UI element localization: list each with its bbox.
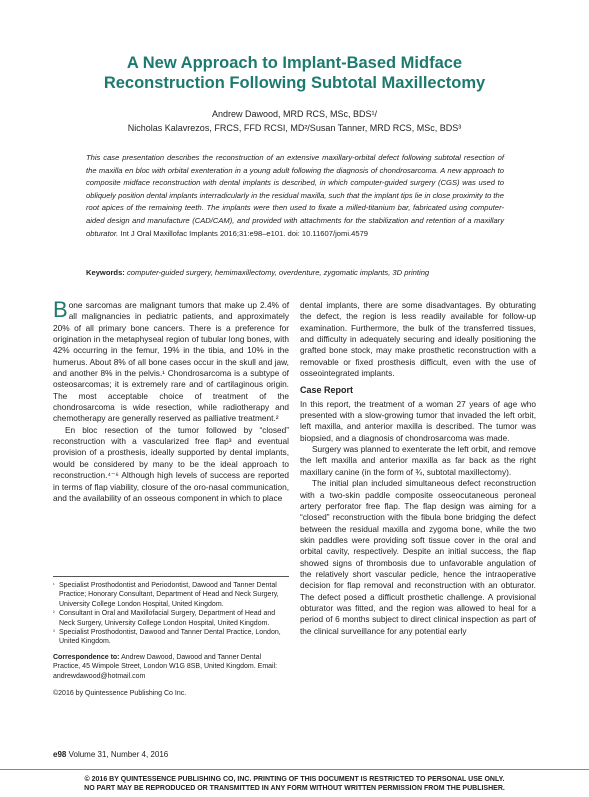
abstract-citation: Int J Oral Maxillofac Implants 2016;31:e98–e101. doi: 10.11607/jomi.4579: [120, 228, 369, 238]
authors-line-1: Andrew Dawood, MRD RCS, MSc, BDS¹/: [211, 109, 378, 119]
case-paragraph-1: In this report, the treatment of a woman 27 years of age who presented with a slow-growing tumor that invaded the left orbit, left maxilla, and anterior maxilla is described. The tumor was biopsied, and a diagnosis of chondrosarcoma was made.: [300, 398, 536, 443]
keywords: [86, 267, 504, 278]
issue-info: Volume 31, Number 4, 2016: [68, 750, 169, 759]
body-column-right: [300, 300, 536, 637]
legal-line-2: NO PART MAY BE REPRODUCED OR TRANSMITTED IN ANY FORM WITHOUT WRITTEN PERMISSION FROM THE PUBLISHER.: [84, 785, 505, 792]
footnote-3: ³ Specialist Prosthodontist, Dawood and Tanner Dental Practice, London, United Kingdom.: [53, 629, 281, 646]
correspondence-label: Correspondence to:: [53, 653, 120, 661]
legal-divider: [0, 769, 589, 770]
intro-paragraph-1: Bone sarcomas are malignant tumors that make up 2.4% of all malignancies in pediatric patients, and approximately 20% of all primary bone cancers. There is a preference for origination in the metaphyseal region of tubular long bones, with 42% occurring in the femur, 19% in the tibia, and 10% in the humerus. About 8% of all bone cases occur in the skull and jaw, and another 8% in the pelvis.¹ Chondrosarcoma is a subtype of osteosarcomas; it is extremely rare and of cartilaginous origin. The most acceptable choice of treatment of the chondrosarcoma is wide resection, while radiotherapy and chemotherapy are generally reserved as palliative treatment.²: [53, 297, 289, 424]
page-footer: [53, 750, 168, 759]
body-column-left: [53, 297, 289, 504]
footnote-2: ² Consultant in Oral and Maxillofacial Surgery, Department of Head and Neck Surgery, University College London Hospital, United Kingdom.: [53, 610, 276, 627]
footnotes: [53, 576, 289, 698]
footnote-1: ¹ Specialist Prosthodontist and Periodontist, Dawood and Tanner Dental Practice; Honorary Consultant, Department of Head and Neck Surgery, University College London Hospital, United Kingdom.: [53, 582, 279, 608]
footnote-divider: [53, 576, 289, 577]
copyright-note: ©2016 by Quintessence Publishing Co Inc.: [53, 690, 187, 698]
legal-line-1: © 2016 BY QUINTESSENCE PUBLISHING CO, INC. PRINTING OF THIS DOCUMENT IS RESTRICTED TO PERSONAL USE ONLY.: [84, 776, 505, 783]
section-heading-case-report: Case Report: [300, 385, 354, 396]
case-paragraph-2: Surgery was planned to exenterate the left orbit, and remove the left maxilla and anterior maxilla as far back as the right maxillary canine (in the form of ¾, subtotal maxillectomy).: [300, 444, 536, 477]
correspondence: [53, 653, 289, 681]
intro-paragraph-2: En bloc resection of the tumor followed by “closed” reconstruction with a vascularized free flap³ and eventual provision of a prosthesis, ideally supported by dental implants, would be considered by many to be the ideal approach to reconstruction.⁴⁻⁶ Although high levels of success are reported in terms of flap viability, closure of the oro-nasal communication, and the availability of an osseous component in which to place: [53, 424, 289, 503]
page-number: e98: [53, 750, 67, 759]
legal-notice: [10, 775, 579, 793]
author-list: [40, 107, 549, 135]
correspondence-text: Andrew Dawood, Dawood and Tanner Dental Practice, 45 Wimpole Street, London W1G 8SB, United Kingdom. Email: andrewdawood@hotmail.com: [53, 653, 278, 680]
drop-cap: B: [53, 297, 68, 322]
case-paragraph-3: The initial plan included simultaneous defect reconstruction with a two-skin paddle composite osseocutaneous peroneal artery perforator free flap. The flap design was aiming for a “closed” reconstruction with the fibula bone bridging the defect between the residual maxilla and zygoma bone, while the two skin paddles were providing soft tissue cover in the oral and orbital cavity, respectively. Despite an initial success, the flap showed signs of thrombosis due to unfavorable angulation of the relatively short vascular pedicle, hence the intraoperative decision for flap removal and reconstruction with an obturator. The defect posed a difficult prosthetic challenge. A provisional obturator was fitted, and the region was allowed to heal for a period of 6 months subject to direct clinical inspection as part of the clinical surveillance for any potential early: [300, 478, 536, 636]
title-line-1: A New Approach to Implant-Based Midface: [126, 54, 463, 72]
keywords-label: Keywords:: [86, 268, 125, 277]
intro-paragraph-3: dental implants, there are some disadvantages. By obturating the defect, the region is less readily available for follow-up examination. Furthermore, the bulk of the transferred tissues, and difficulty in adequately securing and ideally positioning the grafted bone stock, may make prosthetic reconstruction with a removable or fixed prosthesis difficult, even with the use of osseointegrated implants.: [300, 300, 536, 379]
keywords-text: computer-guided surgery, hemimaxillectomy, overdenture, zygomatic implants, 3D printing: [126, 268, 430, 277]
authors-line-2: Nicholas Kalavrezos, FRCS, FFD RCSI, MD²/Susan Tanner, MRD RCS, MSc, BDS³: [127, 123, 462, 133]
article-title: [40, 53, 549, 93]
abstract: [86, 152, 504, 240]
abstract-text: This case presentation describes the reconstruction of an extensive maxillary-orbital defect following subtotal resection of the maxilla en bloc with orbital exenteration in a young adult following the diagnosis of chondrosarcoma. A new approach to composite midface reconstruction with dental implants is described, in which computer-guided surgery (CGS) was used to obliquely position dental implants interradicularly in the residual maxilla, such that the implant tips lie in close proximity to the root apices of the remaining teeth. The implants were then used to fixate a milled-titanium bar, fabricated using computer-aided design and manufacture (CAD/CAM), and provided with attachments for the stabilization and retention of a maxillary obturator.: [86, 153, 504, 238]
title-line-2: Reconstruction Following Subtotal Maxillectomy: [103, 74, 486, 92]
